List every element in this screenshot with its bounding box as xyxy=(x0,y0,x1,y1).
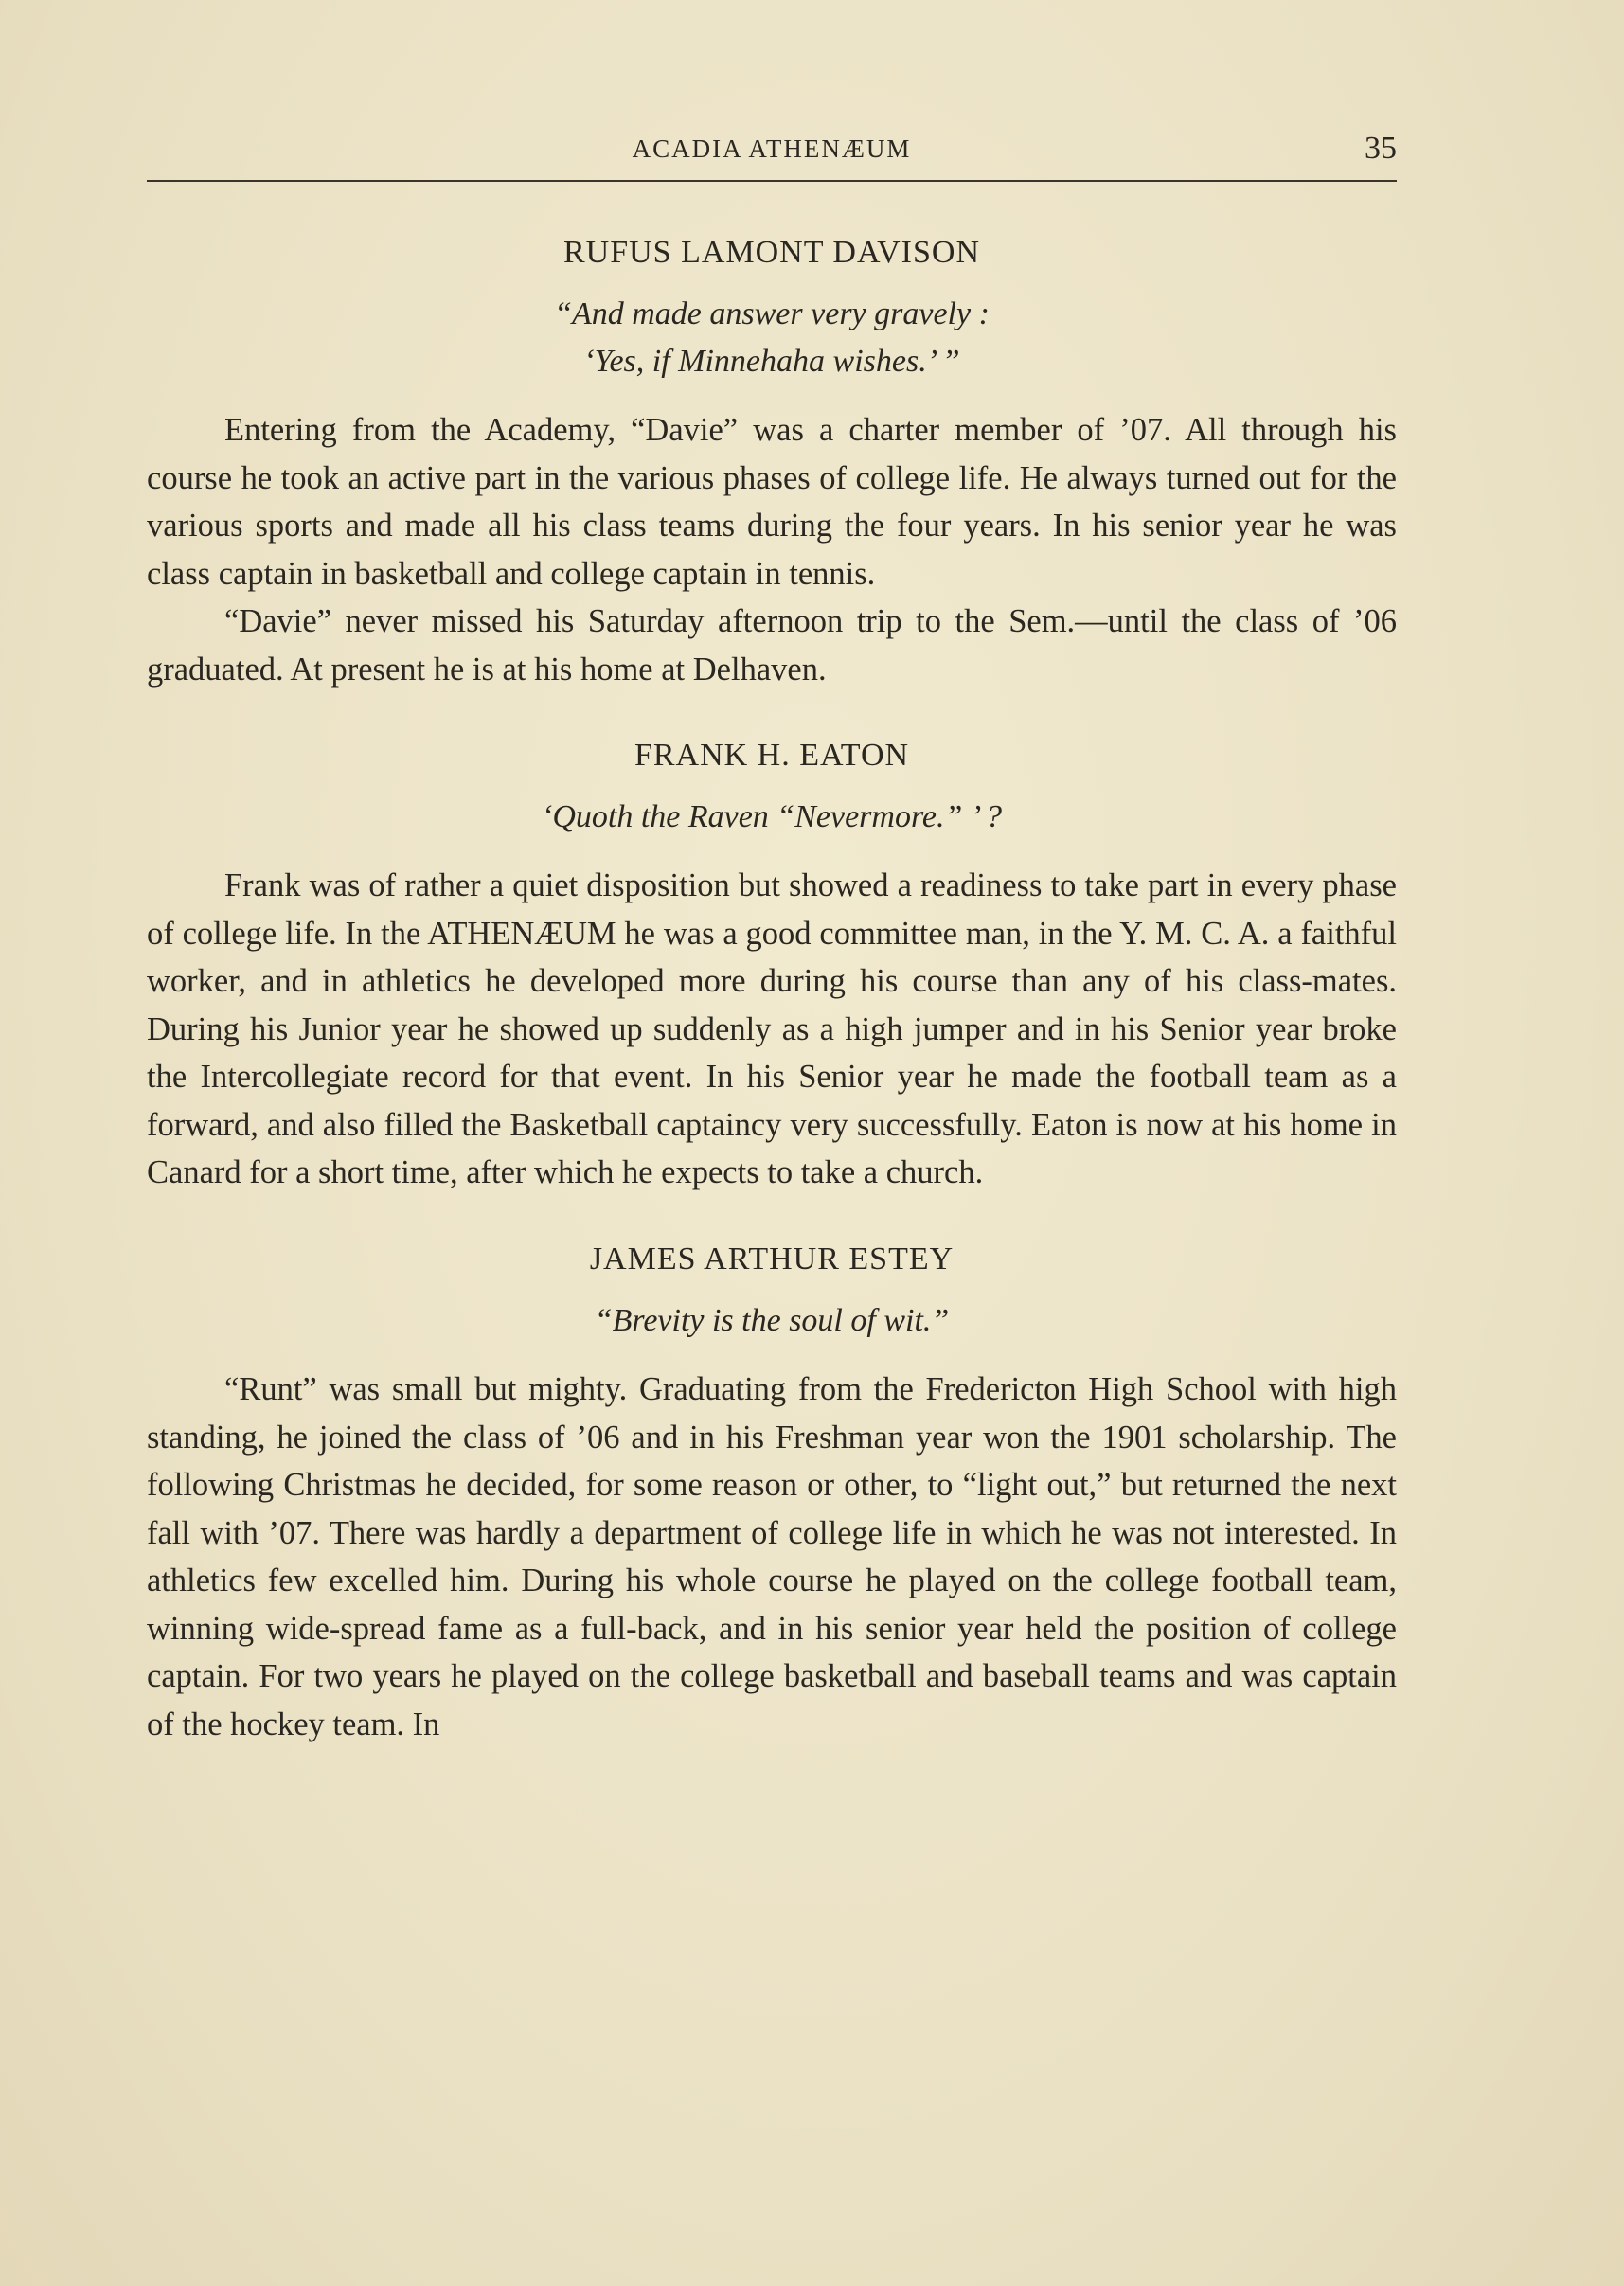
quote-line: ‘Quoth the Raven “Nevermore.” ’ ? xyxy=(542,799,1002,835)
biography-section-davison xyxy=(147,232,1397,693)
section-quote xyxy=(147,291,1397,385)
section-quote xyxy=(147,1297,1397,1345)
section-quote xyxy=(147,794,1397,841)
section-gap xyxy=(147,693,1397,735)
page-header xyxy=(147,131,1397,178)
section-gap xyxy=(147,1197,1397,1239)
page-body xyxy=(147,232,1397,1748)
paragraph: “Runt” was small but mighty. Graduating from the Fredericton High School with high standing, he joined the class of ’06 and in his Freshman year won the 1901 scholarship. The following Christmas he decided, for some reason or other, to “light out,” but returned the next fall with ’07. There was hardly a department of college life in which he was not interested. In athletics few excelled him. During his whole course he played on the college football team, winning wide-spread fame as a full-back, and in his senior year held the position of college captain. For two years he played on the college basketball and baseball teams and was captain of the hockey team. In xyxy=(147,1371,1397,1742)
quote-line: ‘Yes, if Minnehaha wishes.’ ” xyxy=(583,344,960,380)
header-rule xyxy=(147,180,1397,182)
section-name: JAMES ARTHUR ESTEY xyxy=(589,1241,955,1277)
running-title: ACADIA ATHENÆUM xyxy=(632,134,912,163)
section-name: FRANK H. EATON xyxy=(634,738,910,774)
section-name: RUFUS LAMONT DAVISON xyxy=(562,235,981,270)
paragraph: “Davie” never missed his Saturday afternoon trip to the Sem.—until the class of ’06 graduated. At present he is at his home at Delhaven. xyxy=(147,603,1397,688)
paragraph: Frank was of rather a quiet disposition but showed a readiness to take part in every phase of college life. In the ATHENÆUM he was a good committee man, in the Y. M. C. A. a faithful worker, and in athletics he developed more during his course than any of his class-mates. During his Junior year he showed up suddenly as a high jumper and in his Senior year broke the Intercollegiate record for that event. In his Senior year he made the football team as a forward, and also filled the Basketball captaincy very successfully. Eaton is now at his home in Canard for a short time, after which he expects to take a church. xyxy=(147,867,1397,1191)
quote-line: “Brevity is the soul of wit.” xyxy=(594,1303,950,1339)
biography-section-estey xyxy=(147,1239,1397,1748)
page-number: 35 xyxy=(1365,131,1397,166)
biography-section-eaton xyxy=(147,735,1397,1197)
paragraph: Entering from the Academy, “Davie” was a charter member of ’07. All through his course he took an active part in the various phases of college life. He always turned out for the various sports and made all his class teams during the four years. In his senior year he was class captain in basketball and college captain in tennis. xyxy=(147,412,1397,592)
quote-line: “And made answer very gravely : xyxy=(554,296,990,332)
